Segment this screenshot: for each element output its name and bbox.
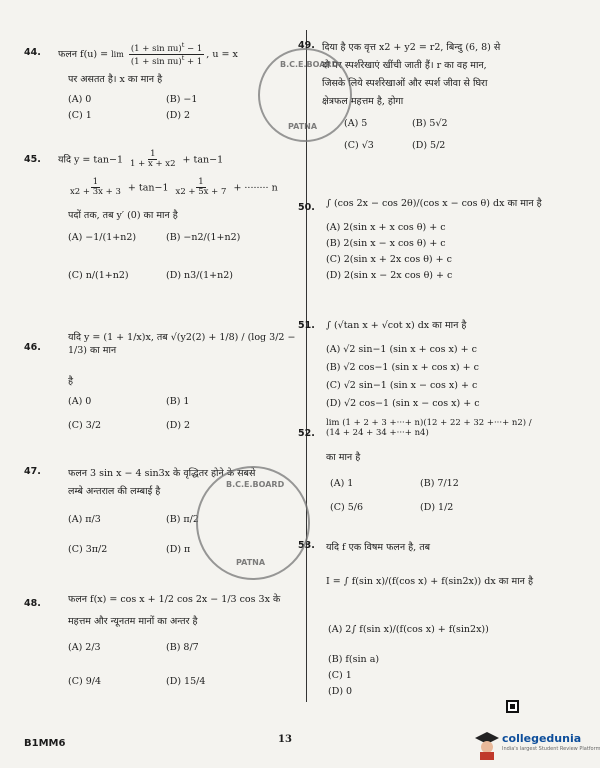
q45-option-b[interactable]: (B) −n2/(1+n2) <box>166 232 241 243</box>
q53-option-c[interactable]: (C) 1 <box>328 670 352 681</box>
q49-option-d[interactable]: (D) 5/2 <box>412 140 446 151</box>
q46-stem: यदि y = (1 + 1/x)x, तब √(y2(2) + 1/8) / (log 3/2 − 1/3) का मान <box>68 332 296 356</box>
q50-option-b[interactable]: (B) 2(sin x − x cos θ) + c <box>326 238 446 249</box>
q44-option-c[interactable]: (C) 1 <box>68 110 92 121</box>
q46-number: 46. <box>24 342 41 353</box>
q53-option-b[interactable]: (B) f(sin a) <box>328 654 380 665</box>
q52-stem: lim (1 + 2 + 3 +···+ n)(12 + 22 + 32 +···+ n2) / (14 + 24 + 34 +···+ n4) <box>326 418 532 438</box>
q45-option-a[interactable]: (A) −1/(1+n2) <box>68 232 137 243</box>
q45-option-d[interactable]: (D) n3/(1+n2) <box>166 270 233 281</box>
q48-option-d[interactable]: (D) 15/4 <box>166 676 206 687</box>
q49-option-a[interactable]: (A) 5 <box>344 118 368 129</box>
q47-line2: लम्बे अन्तराल की लम्बाई है <box>68 486 161 497</box>
q49-option-b[interactable]: (B) 5√2 <box>412 118 448 129</box>
q46-option-d[interactable]: (D) 2 <box>166 420 191 431</box>
q51-stem: ∫ (√tan x + √cot x) dx का मान है <box>326 320 467 331</box>
q45-line2: $\frac{1}{x2 + 3x + 3}$ + tan−1 $\frac{1}{x2 + 5x + 7}$ + ········ n <box>70 177 278 198</box>
q51-option-c[interactable]: (C) √2 sin−1 (sin x − cos x) + c <box>326 380 478 391</box>
q46-option-b[interactable]: (B) 1 <box>166 396 190 407</box>
q48-option-a[interactable]: (A) 2/3 <box>68 642 101 653</box>
q50-number: 50. <box>298 202 315 213</box>
q51-option-d[interactable]: (D) √2 cos−1 (sin x − cos x) + c <box>326 398 480 409</box>
board-stamp-bottom: B.C.E.BOARD PATNA <box>196 466 310 580</box>
q45-line1: यदि y = tan−1 $\frac{1}{1 + x + x2}$ + tan−1 <box>58 149 224 170</box>
q47-number: 47. <box>24 466 41 477</box>
q46-option-c[interactable]: (C) 3/2 <box>68 420 101 431</box>
q44-option-d[interactable]: (D) 2 <box>166 110 191 121</box>
q44-line2: पर असतत है। x का मान है <box>68 74 163 85</box>
q49-option-c[interactable]: (C) √3 <box>344 140 374 151</box>
q49-number: 49. <box>298 40 315 51</box>
q44-option-b[interactable]: (B) −1 <box>166 94 198 105</box>
q48-line2: महत्तम और न्यूनतम मानों का अन्तर है <box>68 616 198 627</box>
square-mark-icon <box>506 700 519 713</box>
q51-number: 51. <box>298 320 315 331</box>
q47-option-b[interactable]: (B) π/2 <box>166 514 199 525</box>
q47-stem: फलन 3 sin x − 4 sin3x के वृद्धितर होने के सबसे <box>68 468 256 479</box>
q50-option-a[interactable]: (A) 2(sin x + x cos θ) + c <box>326 222 446 233</box>
q52-option-b[interactable]: (B) 7/12 <box>420 478 459 489</box>
q50-option-d[interactable]: (D) 2(sin x − 2x cos θ) + c <box>326 270 453 281</box>
q52-number: 52. <box>298 428 315 439</box>
q49-line2: दो पर स्पर्शरेखाएं खींची जाती हैं। r का वह मान, <box>322 60 487 71</box>
q45-option-c[interactable]: (C) n/(1+n2) <box>68 270 129 281</box>
q52-line2: का मान है <box>326 452 361 463</box>
q48-number: 48. <box>24 598 41 609</box>
page-number: 13 <box>278 734 292 745</box>
q53-integral: I = ∫ f(sin x)/(f(cos x) + f(sin2x)) dx का मान है <box>326 576 533 587</box>
q47-option-d[interactable]: (D) π <box>166 544 191 555</box>
q46-option-a[interactable]: (A) 0 <box>68 396 92 407</box>
q50-stem: ∫ (cos 2x − cos 2θ)/(cos x − cos θ) dx का मान है <box>326 198 542 209</box>
q46-line2: है <box>68 376 74 387</box>
q53-option-a[interactable]: (A) 2∫ f(sin x)/(f(cos x) + f(sin2x)) <box>328 624 489 635</box>
q47-option-a[interactable]: (A) π/3 <box>68 514 101 525</box>
q47-option-c[interactable]: (C) 3π/2 <box>68 544 108 555</box>
q48-stem: फलन f(x) = cos x + 1/2 cos 2x − 1/3 cos 3x के <box>68 594 281 605</box>
q51-option-b[interactable]: (B) √2 cos−1 (sin x + cos x) + c <box>326 362 479 373</box>
q49-line3: जिसके लिये स्पर्शरेखाओं और स्पर्श जीवा से घिरा <box>322 78 488 89</box>
q53-option-d[interactable]: (D) 0 <box>328 686 353 697</box>
q48-option-c[interactable]: (C) 9/4 <box>68 676 101 687</box>
q53-number: 53. <box>298 540 315 551</box>
q44-option-a[interactable]: (A) 0 <box>68 94 92 105</box>
q49-line4: क्षेत्रफल महत्तम है, होगा <box>322 96 404 107</box>
collegedunia-logo: collegedunia India's largest Student Review Platform <box>472 728 564 768</box>
q45-line3: पदों तक, तब y′ (0) का मान है <box>68 210 178 221</box>
q50-option-c[interactable]: (C) 2(sin x + 2x cos θ) + c <box>326 254 452 265</box>
q51-option-a[interactable]: (A) √2 sin−1 (sin x + cos x) + c <box>326 344 477 355</box>
q48-option-b[interactable]: (B) 8/7 <box>166 642 199 653</box>
q53-stem: यदि f एक विषम फलन है, तब <box>326 542 431 553</box>
q44-number: 44. <box>24 47 41 58</box>
q52-option-a[interactable]: (A) 1 <box>330 478 354 489</box>
q44-stem: फलन f(u) = lim $\frac{(1 + \sin \pi u)^t - 1}{(1 + \sin \pi u)^t + 1}$ , u = x <box>58 41 238 67</box>
q52-option-c[interactable]: (C) 5/6 <box>330 502 363 513</box>
graduate-icon <box>474 730 500 760</box>
paper-code: B1MM6 <box>24 738 66 749</box>
q52-option-d[interactable]: (D) 1/2 <box>420 502 454 513</box>
q49-stem: दिया है एक वृत्त x2 + y2 = r2, बिन्दु (6, 8) से <box>322 42 501 53</box>
q45-number: 45. <box>24 154 41 165</box>
board-stamp-top: B.C.E.BOARD PATNA <box>258 48 352 142</box>
